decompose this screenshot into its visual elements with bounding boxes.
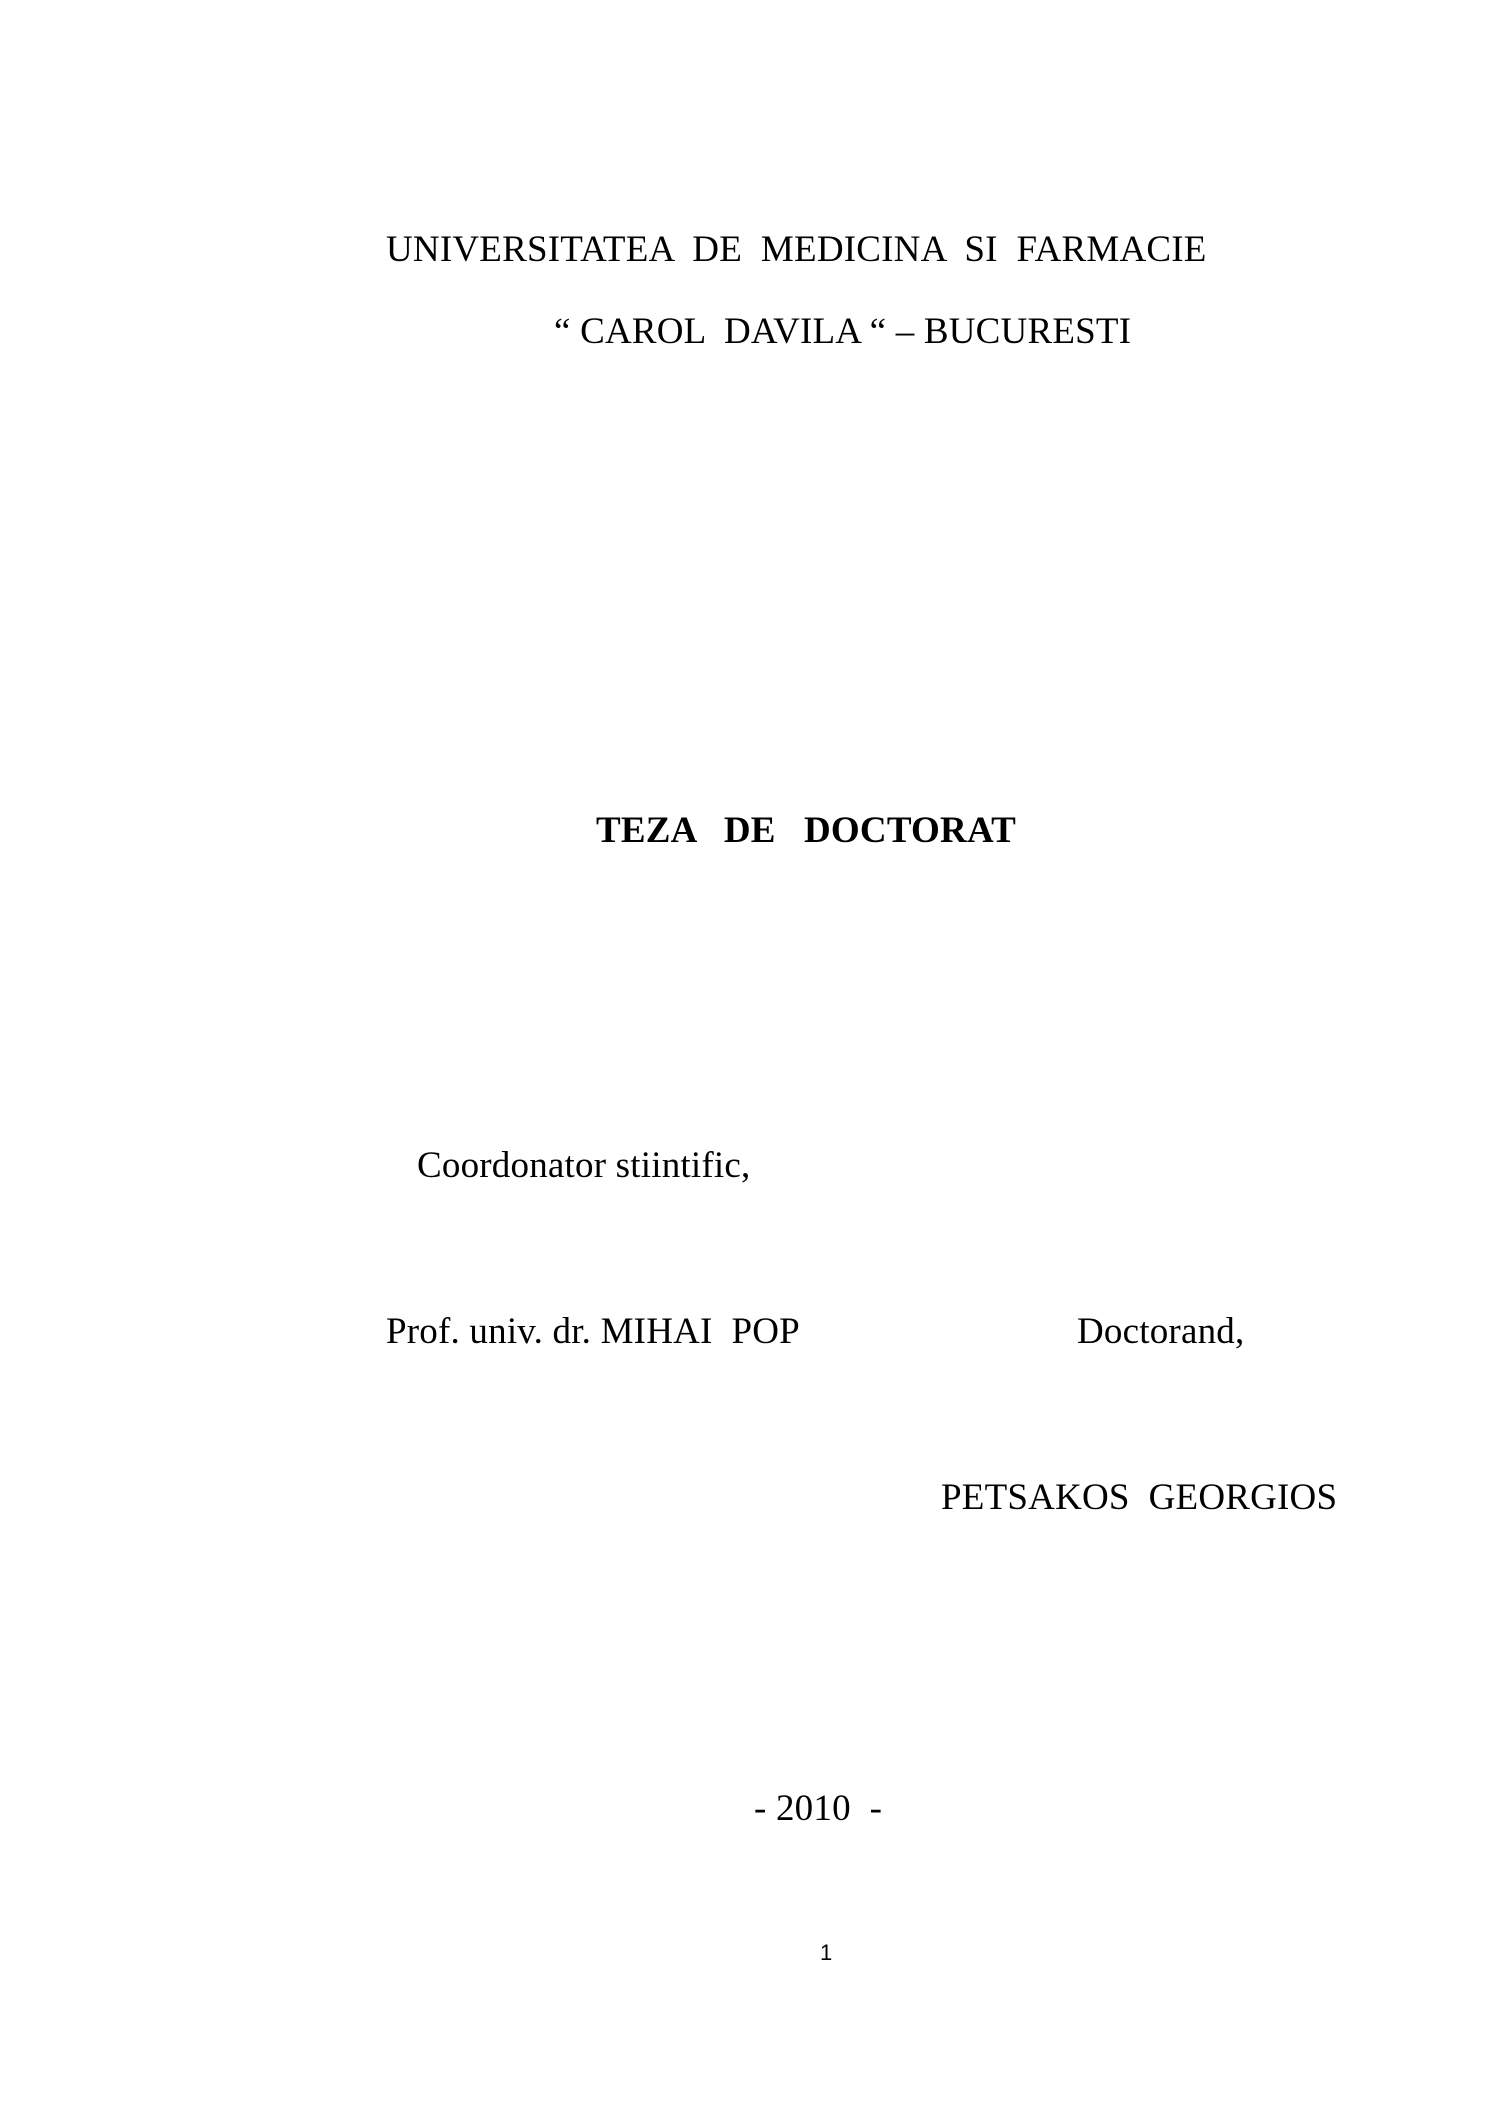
university-subtitle: “ CAROL DAVILA “ – BUCURESTI (554, 311, 1132, 352)
page-number: 1 (820, 1940, 833, 1965)
coordinator-label: Coordonator stiintific, (417, 1145, 751, 1186)
thesis-year: - 2010 - (754, 1788, 883, 1829)
thesis-title: TEZA DE DOCTORAT (596, 810, 1016, 851)
university-name: UNIVERSITATEA DE MEDICINA SI FARMACIE (386, 229, 1207, 270)
coordinator-name: Prof. univ. dr. MIHAI POP (386, 1311, 800, 1352)
candidate-label: Doctorand, (1077, 1311, 1245, 1352)
candidate-name: PETSAKOS GEORGIOS (941, 1477, 1338, 1518)
